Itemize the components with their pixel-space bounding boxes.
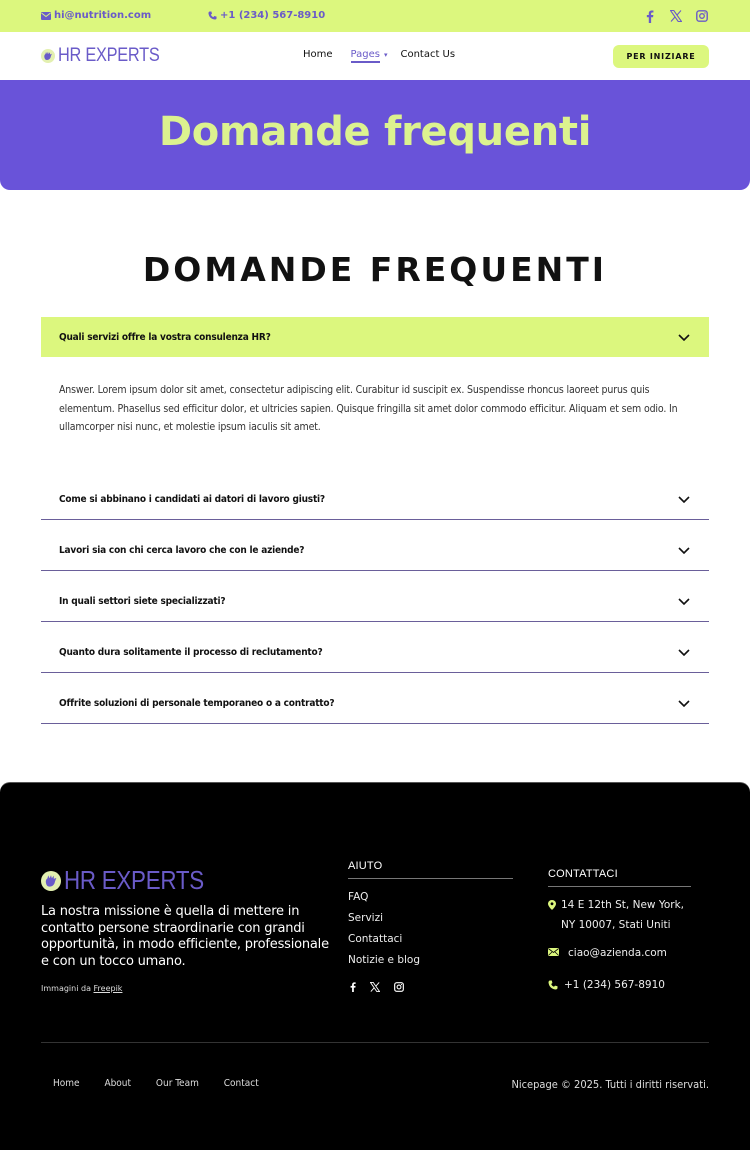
contact-heading: CONTATTACI — [548, 868, 691, 887]
faq-question: In quali settori siete specializzati? — [59, 595, 226, 607]
faq-item[interactable] — [41, 469, 709, 520]
nav-contact-us[interactable]: Contact Us — [400, 49, 456, 60]
map-pin-icon — [548, 900, 556, 910]
contact-email[interactable] — [548, 943, 691, 963]
footer-brand — [41, 865, 331, 993]
faq-question: Lavori sia con chi cerca lavoro che con le aziende? — [59, 544, 305, 556]
footer-link-servizi[interactable]: Servizi — [348, 912, 384, 924]
bottom-nav-home[interactable]: Home — [53, 1078, 80, 1089]
faq-question: Quali servizi offre la vostra consulenza HR? — [59, 331, 271, 343]
hand-logo-icon — [41, 49, 55, 63]
footer-link-blog[interactable]: Notizie e blog — [348, 954, 421, 966]
footer-divider — [41, 1042, 709, 1043]
faq-question: Quanto dura solitamente il processo di reclutamento? — [59, 646, 323, 658]
top-bar — [0, 0, 750, 32]
help-heading: AIUTO — [348, 860, 513, 879]
site-logo[interactable] — [41, 45, 176, 67]
contact-address-text: 14 E 12th St, New York, NY 10007, Stati Uniti — [561, 899, 685, 931]
get-started-button[interactable]: PER INIZIARE — [613, 45, 709, 68]
instagram-icon[interactable] — [695, 8, 709, 24]
faq-question: Offrite soluzioni di personale temporaneo o a contratto? — [59, 697, 335, 709]
topbar-email-text: hi@nutrition.com — [54, 10, 152, 21]
phone-icon — [208, 11, 217, 20]
chevron-down-icon[interactable] — [677, 494, 691, 504]
footer-logo[interactable] — [41, 865, 331, 896]
x-icon[interactable] — [669, 8, 683, 24]
phone-icon — [548, 980, 558, 990]
page-title: Domande frequenti — [158, 109, 592, 155]
contact-address — [548, 895, 691, 935]
topbar-phone[interactable] — [208, 10, 325, 21]
faq-answer: Answer. Lorem ipsum dolor sit amet, consectetur adipiscing elit. Curabitur id suscipit ex. Suspendisse rhoncus laoreet purus quis elementum. Phasellus sed efficitur dolor, et ultricies sapien. Quisque fringilla sit amet dolor commodo efficitur. Aliquam et sem odio. In ullamcorper nisi nunc, et molestie ipsum iaculis sit amet. — [59, 384, 678, 433]
faq-question-toggle[interactable] — [41, 317, 709, 357]
faq-section — [0, 190, 750, 724]
nav-home[interactable]: Home — [303, 49, 333, 60]
faq-question: Come si abbinano i candidati ai datori di lavoro giusti? — [59, 493, 325, 505]
hand-logo-icon — [41, 871, 61, 891]
chevron-down-icon[interactable] — [677, 698, 691, 708]
bottom-nav-contact[interactable]: Contact — [223, 1078, 259, 1089]
contact-phone-text: +1 (234) 567-8910 — [564, 979, 665, 991]
hero-banner — [0, 80, 750, 190]
faq-item[interactable] — [41, 571, 709, 622]
bottom-nav-about[interactable]: About — [104, 1078, 132, 1089]
x-icon[interactable] — [370, 977, 380, 996]
chevron-down-icon[interactable] — [677, 647, 691, 657]
envelope-icon — [41, 12, 51, 20]
main-nav — [303, 49, 473, 60]
image-credit — [41, 984, 331, 993]
freepik-link[interactable]: Freepik — [93, 984, 123, 993]
envelope-icon — [548, 948, 559, 956]
contact-email-text: ciao@azienda.com — [568, 947, 667, 959]
copyright: Nicepage © 2025. Tutti i diritti riservati. — [511, 1078, 709, 1091]
footer-link-faq[interactable]: FAQ — [348, 891, 369, 903]
facebook-icon[interactable] — [643, 8, 657, 24]
footer-contact-column — [548, 868, 691, 995]
faq-item[interactable] — [41, 622, 709, 673]
footer-socials — [348, 977, 513, 996]
credit-prefix: Immagini da — [41, 984, 91, 993]
footer-logo-text: HR EXPERTS — [64, 865, 204, 895]
contact-phone[interactable] — [548, 975, 691, 995]
footer-bottom — [53, 1078, 709, 1091]
faq-item-expanded — [41, 317, 709, 469]
chevron-down-icon[interactable] — [677, 545, 691, 555]
footer-help-column — [348, 860, 513, 996]
site-footer — [0, 782, 750, 1150]
bottom-nav-our-team[interactable]: Our Team — [155, 1078, 199, 1089]
nav-pages[interactable]: Pages — [351, 49, 380, 63]
faq-heading: DOMANDE FREQUENTI — [142, 250, 608, 289]
faq-item[interactable] — [41, 673, 709, 724]
chevron-down-icon[interactable] — [677, 332, 691, 342]
site-header — [0, 32, 750, 80]
topbar-phone-text: +1 (234) 567-8910 — [220, 10, 326, 21]
facebook-icon[interactable] — [350, 977, 356, 996]
footer-bottom-nav — [53, 1078, 281, 1091]
chevron-down-icon[interactable] — [677, 596, 691, 606]
footer-mission: La nostra missione è quella di mettere in contatto persone straordinarie con grandi opportunità, in modo efficiente, professionale e con un tocco umano. — [41, 904, 329, 969]
topbar-socials — [643, 8, 709, 24]
instagram-icon[interactable] — [394, 977, 404, 996]
topbar-email[interactable] — [41, 10, 151, 21]
chevron-down-icon[interactable]: ▾ — [383, 50, 388, 59]
logo-text: HR EXPERTS — [58, 45, 160, 66]
footer-link-contattaci[interactable]: Contattaci — [348, 933, 403, 945]
faq-item[interactable] — [41, 520, 709, 571]
